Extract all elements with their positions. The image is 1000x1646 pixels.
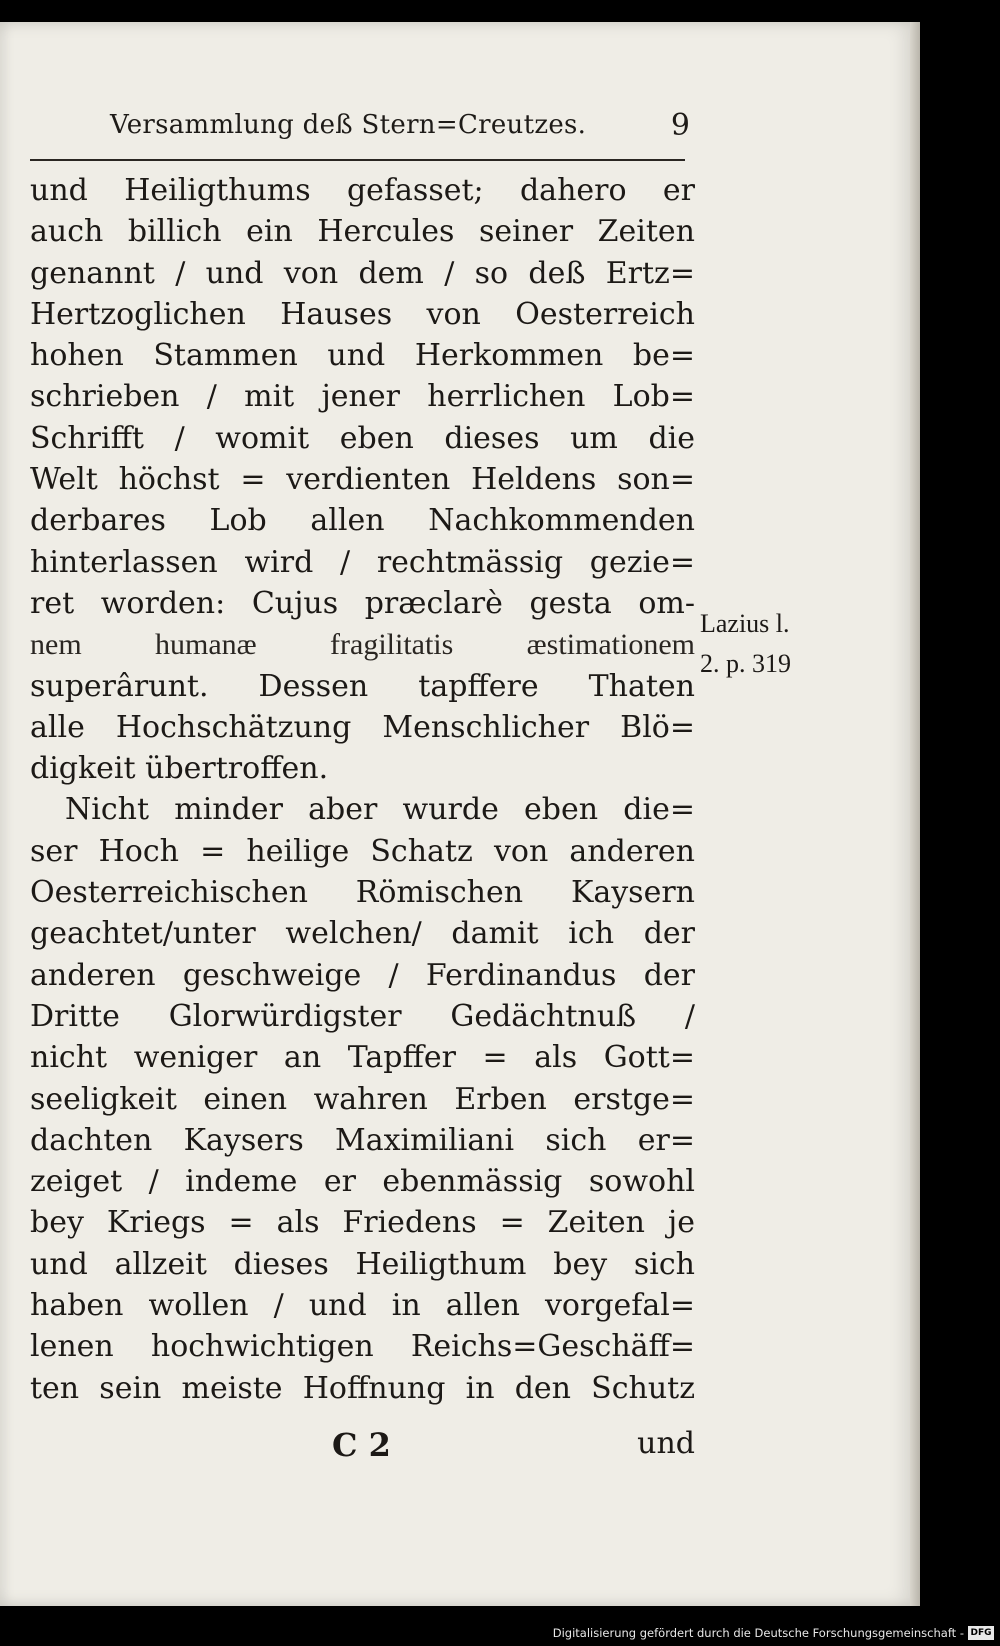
text-line: schrieben / mit jener herrlichen Lob= — [30, 379, 695, 415]
text-line: Oesterreichischen Römischen Kaysern — [30, 875, 695, 911]
header-rule — [30, 159, 685, 161]
text-line: und allzeit dieses Heiligthum bey sich — [30, 1246, 695, 1282]
page-header — [30, 92, 690, 142]
text-line: genannt / und von dem / so deß Ertz= — [30, 255, 695, 291]
text-line: geachtet/unter welchen/ damit ich der — [30, 916, 695, 952]
text-line: ten sein meiste Hoffnung in den Schutz — [30, 1370, 695, 1406]
text-line: bey Kriegs = als Friedens = Zeiten je — [30, 1205, 695, 1241]
text-line: alle Hochschätzung Menschlicher Blö= — [30, 709, 695, 745]
text-line: derbares Lob allen Nachkommenden — [30, 503, 695, 539]
margin-note-line: 2. p. 319 — [700, 649, 791, 678]
text-line: hohen Stammen und Herkommen be= — [30, 338, 695, 374]
text-line: hinterlassen wird / rechtmässig gezie= — [30, 544, 695, 580]
page-edge — [910, 22, 920, 1606]
signature-mark: C 2 — [332, 1426, 391, 1464]
catchword: und — [637, 1426, 695, 1461]
text-line: dachten Kaysers Maximiliani sich er= — [30, 1122, 695, 1158]
text-line: auch billich ein Hercules seiner Zeiten — [30, 214, 695, 250]
text-line: Hertzoglichen Hauses von Oesterreich — [30, 296, 695, 332]
text-line: Nicht minder aber wurde eben die= — [65, 792, 695, 828]
text-line-latin: nem humanæ fragilitatis æstimationem — [30, 628, 695, 662]
margin-note-line: Lazius l. — [700, 609, 790, 638]
text-line: zeiget / indeme er ebenmässig sowohl — [30, 1164, 695, 1200]
margin-note — [700, 604, 860, 684]
digitization-credit: Digitalisierung gefördert durch die Deutsche Forschungsgemeinschaft - — [552, 1626, 964, 1640]
text-line: superârunt. Dessen tapffere Thaten — [30, 668, 695, 704]
running-title: Versammlung deß Stern=Creutzes. — [110, 110, 587, 140]
text-line: lenen hochwichtigen Reichs=Geschäff= — [30, 1329, 695, 1365]
text-line: seeligkeit einen wahren Erben erstge= — [30, 1081, 695, 1117]
text-line: und Heiligthums gefasset; dahero er — [30, 173, 695, 208]
text-line: ret worden: Cujus præclarè gesta om- — [30, 585, 695, 621]
text-line: ser Hoch = heilige Schatz von anderen — [30, 833, 695, 869]
book-page — [0, 22, 920, 1606]
page-number: 9 — [670, 108, 690, 143]
page-footer — [30, 1426, 695, 1468]
body-text — [30, 170, 695, 1409]
text-line: anderen geschweige / Ferdinandus der — [30, 957, 695, 993]
credit-bar — [0, 1606, 1000, 1646]
text-line: Dritte Glorwürdigster Gedächtnuß / — [30, 998, 695, 1034]
text-line: haben wollen / und in allen vorgefal= — [30, 1288, 695, 1324]
text-line: Welt höchst = verdienten Heldens son= — [30, 462, 695, 498]
text-line: digkeit übertroffen. — [30, 751, 329, 787]
text-line: nicht weniger an Tapffer = als Gott= — [30, 1040, 695, 1076]
dfg-logo-icon: DFG — [968, 1626, 994, 1640]
text-line: Schrifft / womit eben dieses um die — [30, 420, 695, 456]
